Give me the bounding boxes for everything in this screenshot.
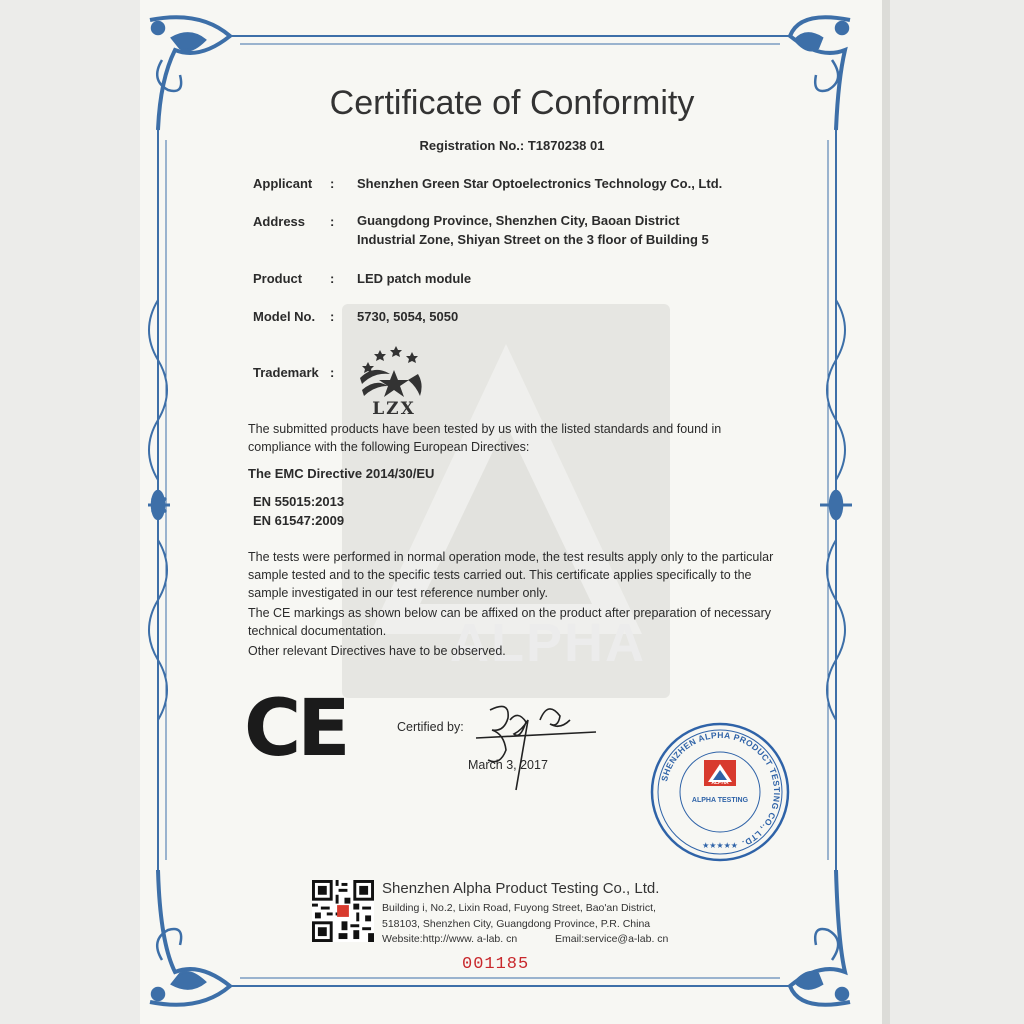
intro-paragraph: The submitted products have been tested by us with the listed standards and found in compliance with the following European Directives: [248,422,722,454]
trademark-colon: : [330,365,335,380]
note-1: The tests were performed in normal operation mode, the test results apply only to the particular sample tested and to the specific tests carried out. This certificate applies specifically to the sample investigated in our test reference number only. [248,550,774,600]
issuer-name: Shenzhen Alpha Product Testing Co., Ltd. [382,880,660,897]
directive: The EMC Directive 2014/30/EU [248,466,435,481]
serial-number: 001185 [462,955,530,974]
note-2: The CE markings as shown below can be affixed on the product after preparation of necessary technical documentation. [248,606,771,638]
ce-mark-icon: CE [244,684,347,774]
seal-ring-text: SHENZHEN ALPHA PRODUCT TESTING CO., LTD. [659,729,783,849]
product-value: LED patch module [357,271,472,286]
trademark-label: Trademark [253,365,319,380]
qr-code-icon [312,880,374,942]
applicant-label: Applicant [253,176,313,191]
issuer-website: Website:http://www. a-lab. cn [382,933,518,945]
product-colon: : [330,271,335,286]
address-colon: : [330,214,335,229]
standard-1: EN 55015:2013 [253,494,345,509]
certified-by-label: Certified by: [397,720,464,734]
issuer-address-line-2: 518103, Shenzhen City, Guangdong Province, P.R. China [382,918,651,930]
address-line-2: Industrial Zone, Shiyan Street on the 3 floor of Building 5 [357,232,709,247]
company-seal-icon [648,720,792,864]
address-line-1: Guangdong Province, Shenzhen City, Baoan District [357,213,680,228]
issuer-email: Email:service@a-lab. cn [555,933,669,945]
note-3: Other relevant Directives have to be observed. [248,644,506,658]
issuer-address-line-1: Building i, No.2, Lixin Road, Fuyong Street, Bao'an District, [382,902,656,914]
model-value: 5730, 5054, 5050 [357,309,459,324]
page-title: Certificate of Conformity [329,84,695,122]
registration-number: Registration No.: T1870238 01 [419,138,605,153]
applicant-colon: : [330,176,335,191]
signature-icon [470,690,610,800]
trademark-text: LZX [372,399,416,419]
standard-2: EN 61547:2009 [253,513,345,528]
applicant-value: Shenzhen Green Star Optoelectronics Technology Co., Ltd. [357,176,723,191]
seal-stars: ★★★★★ [702,841,738,850]
seal-center-text: ALPHA TESTING [691,797,749,804]
product-label: Product [253,271,303,286]
watermark-text: ALPHA [450,613,646,673]
model-colon: : [330,309,335,324]
issue-date: March 3, 2017 [468,758,548,772]
trademark-star-logo-icon [354,344,434,425]
seal-logo-text: ALPHA [711,780,729,786]
model-label: Model No. [253,309,316,324]
address-label: Address [253,214,306,229]
